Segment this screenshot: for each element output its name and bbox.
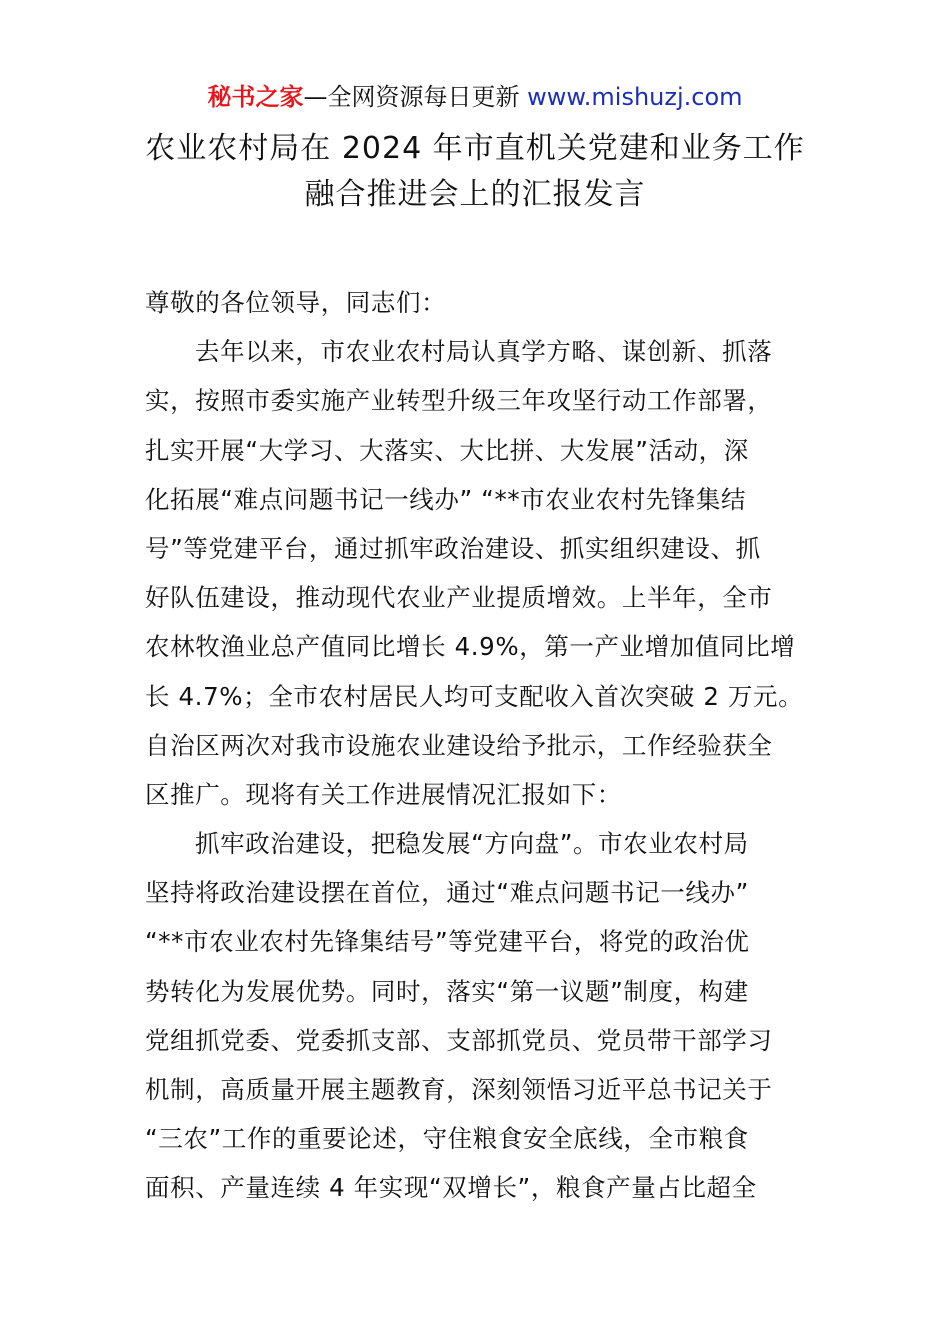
body-line: “三农”工作的重要论述，守住粮食安全底线，全市粮食: [145, 1124, 749, 1154]
salutation: 尊敬的各位领导，同志们：: [145, 288, 447, 317]
body-line: 实，按照市委实施产业转型升级三年攻坚行动工作部署，: [145, 386, 773, 416]
body-line: 扎实开展“大学习、大落实、大比拼、大发展”活动，深: [145, 435, 749, 465]
body-line: 抓牢政治建设，把稳发展“方向盘”。市农业农村局: [195, 829, 749, 859]
body-line: 机制，高质量开展主题教育，深刻领悟习近平总书记关于: [145, 1075, 773, 1104]
body-line: 势转化为发展优势。同时，落实“第一议题”制度，构建: [145, 976, 749, 1006]
document-body: [145, 278, 807, 1213]
brand-name: 秘书之家: [207, 83, 304, 111]
body-line: 化拓展“难点问题书记一线办” “**市农业农村先锋集结: [145, 484, 747, 514]
title-line-2: 融合推进会上的汇报发言: [304, 177, 646, 212]
body-line: 党组抓党委、党委抓支部、支部抓党员、党员带干部学习: [145, 1025, 773, 1055]
body-line: 自治区两次对我市设施农业建设给予批示，工作经验获全: [145, 730, 773, 760]
site-url-link[interactable]: www.mishuzj.com: [527, 83, 743, 111]
body-line: 面积、产量连续 4 年实现“双增长”，粮食产量占比超全: [145, 1173, 757, 1203]
body-line: 农林牧渔业总产值同比增长 4.9%，第一产业增加值同比增: [145, 632, 796, 662]
site-slogan: —全网资源每日更新: [303, 83, 528, 111]
body-line: 去年以来，市农业农村局认真学方略、谋创新、抓落: [195, 337, 773, 367]
body-line: “**市农业农村先锋集结号”等党建平台，将党的政治优: [145, 927, 750, 957]
body-line: 号”等党建平台，通过抓牢政治建设、抓实组织建设、抓: [145, 533, 761, 563]
body-line: 坚持将政治建设摆在首位，通过“难点问题书记一线办”: [145, 878, 749, 908]
body-line: 区推广。现将有关工作进展情况汇报如下：: [145, 779, 622, 809]
site-header-banner: [0, 80, 950, 114]
title-line-1: 农业农村局在 2024 年市直机关党建和业务工作: [145, 131, 805, 166]
body-line: 好队伍建设，推动现代农业产业提质增效。上半年，全市: [145, 583, 773, 613]
body-line: 长 4.7%；全市农村居民人均可支配收入首次突破 2 万元。: [145, 681, 804, 711]
document-title: [0, 126, 950, 218]
